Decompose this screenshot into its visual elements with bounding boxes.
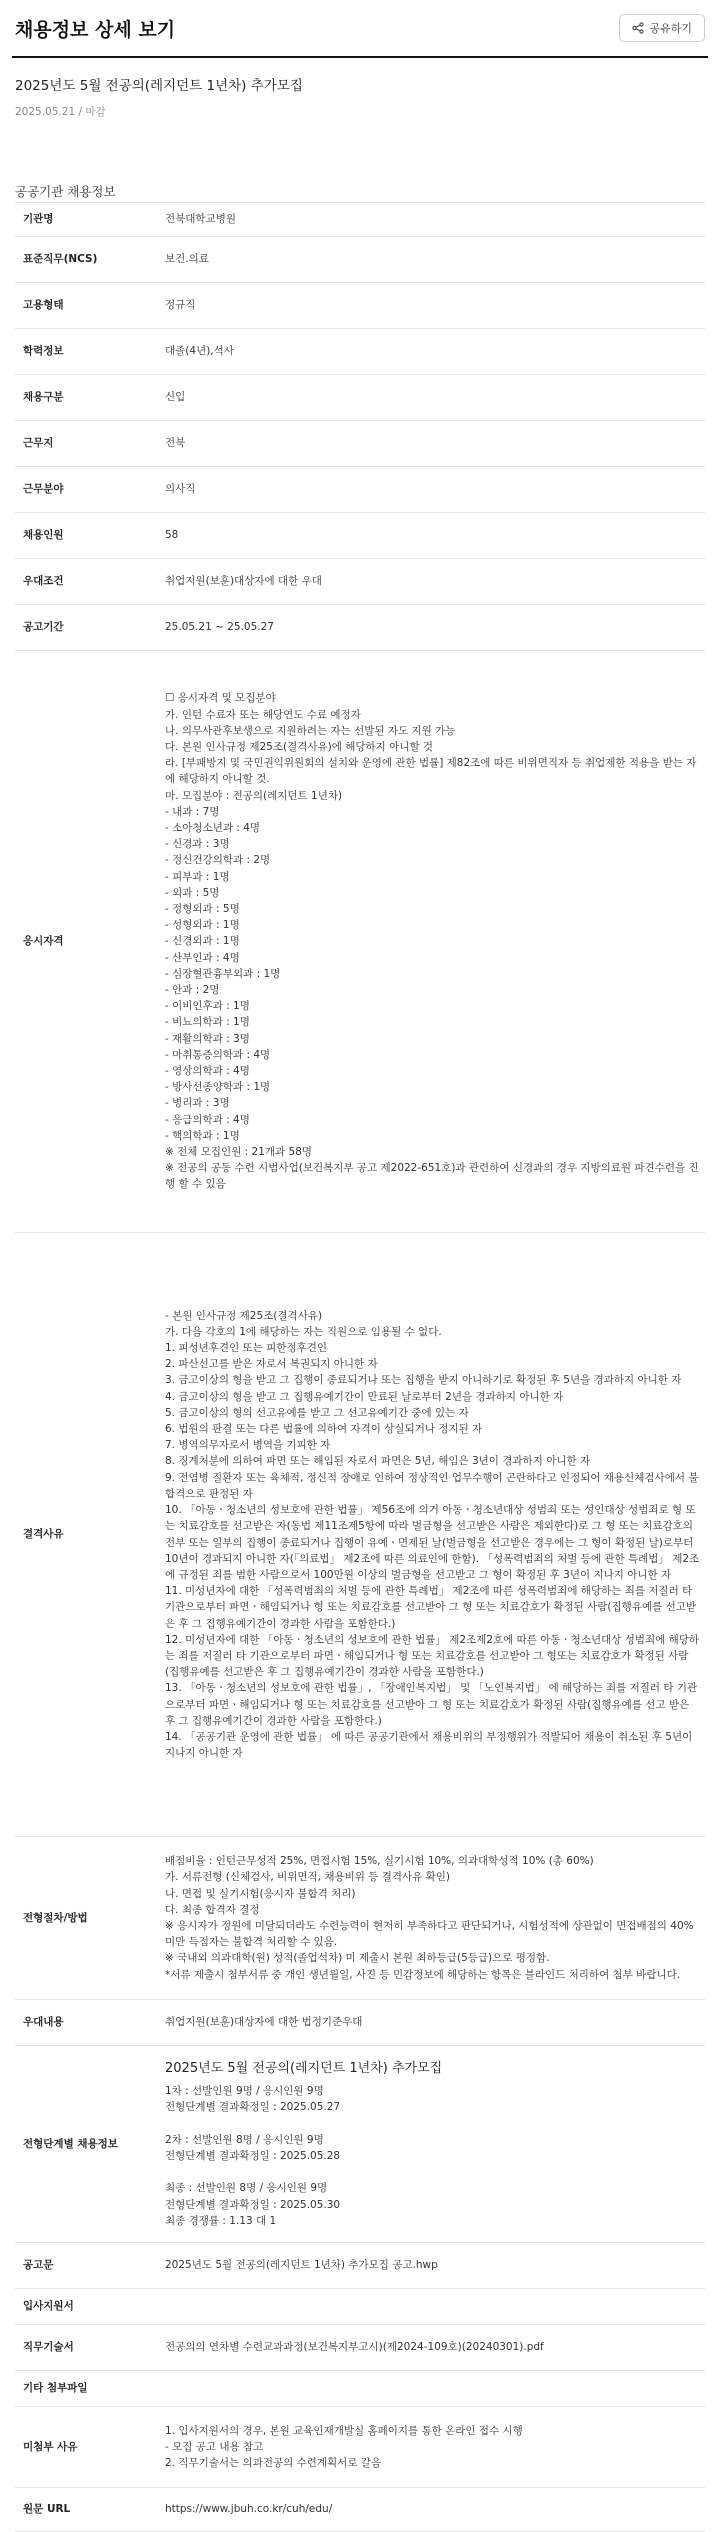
- row-label: 기타 첨부파일: [15, 2371, 157, 2407]
- row-job-desc: [15, 2325, 705, 2371]
- row-label: 학력정보: [15, 329, 157, 375]
- row-stage-count: [15, 2046, 705, 2243]
- job-title: 2025년도 5월 전공의(레지던트 1년차) 추가모집: [15, 78, 303, 94]
- row-label: 우대내용: [15, 2000, 157, 2046]
- row-label: 채용구분: [15, 375, 157, 421]
- row-value: 전북대학교병원: [157, 203, 705, 237]
- page-header: [0, 0, 720, 56]
- row-value: [157, 2289, 705, 2325]
- job-info-table: [15, 202, 705, 2532]
- row-education: [15, 329, 705, 375]
- row-value: 배점비율 : 인턴근무성적 25%, 면접시험 15%, 실기시험 10%, 의과대학성적 10% (총 60%) 가. 서류전형 (신체검사, 비위면직, 채용비위 등 결격사유 확인) 나. 면접 및 실기시험(응시자 불합격 처리) 다. 최종 합격자 결정 ※ 응시자가 정원에 미달되더라도 수련능력이 현저히 부족하다고 판단되거나, 시험성적에 상관없이 면접배점의 40% 미만 득점자는 불합격 처리할 수 있음. ※ 국내외 의과대학(원) 성적(졸업석차) 미 제출시 본원 최하등급(5등급)으로 평정함. *서류 제출시 첨부서류 중 개인 생년월일, 사진 등 민감정보에 해당하는 항목은 블라인드 처리하여 첨부 바랍니다.: [157, 1837, 705, 2000]
- share-label: 공유하기: [649, 22, 692, 35]
- row-location: [15, 421, 705, 467]
- row-value: - 본원 인사규정 제25조(결격사유) 가. 다음 각호의 1에 해당하는 자는 직원으로 임용될 수 없다. 1. 피성년후견인 또는 피한정후견인 2. 파산선고를 받은 자로서 복권되지 아니한 자 3. 금고이상의 형을 받고 그 집행이 종료되거나 또는 집행을 받지 아니하기로 확정된 후 5년을 경과하지 아니한 자 4. 금고이상의 형을 받고 그 집행유예기간이 만료된 날로부터 2년을 경과하지 아니한 자 5. 금고이상의 형의 선고유예를 받고 그 선고유예기간 중에 있는 자 6. 법원의 판결 또는 다른 법률에 의하여 자격이 상실되거나 정지된 자 7. 병역의무자로서 병역을 기피한 자 8. 징계처분에 의하여 파면 또는 해임된 자로서 파면은 5년, 해임은 3년이 경과하지 아니한 자 9. 전염병 질환자 또는 육체적, 정신적 장애로 인하여 정상적인 업무수행이 곤란하다고 인정되어 채용신체검사에서 불합격으로 판정된 자 10. 「아동ㆍ청소년의 성보호에 관한 법률」 제56조에 의거 아동ㆍ청소년대상 성범죄 또는 성인대상 성범죄로 형 또는 치료감호를 선고받은 자(동법 제11조제5항에 따라 벌금형을 선고받은 사람은 제외한다)로 그 형 또는 치료감호의 전부 또는 일부의 집행이 종료되거나 집행이 유예ㆍ면제된 날(벌금형을 선고받은 경우에는 그 형이 확정된 날)로부터 10년이 경과되지 아니한 자(「의료법」 제2조에 따른 의료인에 한함). 「성폭력범죄의 처벌 등에 관한 특례법」 제2조에 규정된 죄를 범한 사람으로서 100만원 이상의 벌금형을 선고받고 그 형이 확정된 후 3년이 지나지 아니한 자 11. 미성년자에 대한 「성폭력범죄의 처벌 등에 관한 특례법」 제2조에 따른 성폭력범죄에 해당하는 죄를 저질러 타 기관으로부터 파면ㆍ해임되거나 형 또는 치료감호를 선고받아 그 형 또는 치료감호가 확정된 사람(집행유예를 선고받은 후 그 집행유예기간이 경과한 사람을 포함한다.) 12. 미성년자에 대한 「아동ㆍ청소년의 성보호에 관한 법률」 제2조제2호에 따른 아동ㆍ청소년대상 성범죄에 해당하는 죄를 저질러 타 기관으로부터 파면ㆍ해임되거나 형 또는 치료감호를 선고받아 그 형또는 치료감호가 확정된 사람(집행유예를 선고받은 후 그 집행유예기간이 경과한 사람을 포함한다.) 13. 「아동ㆍ청소년의 성보호에 관한 법률」, 「장애인복지법」 및 「노인복지법」 에 해당하는 죄를 저질러 타 기관으로부터 파면ㆍ해임되거나 형 또는 치료감호를 선고받아 그 형 또는 치료감호가 확정된 사람(집행유예를 선고 받은 후 그 집행유예기간이 경과한 사람을 포함한다.) 14. 「공공기관 운영에 관한 법률」 에 따른 공공기관에서 채용비위의 부정행위가 적발되어 채용이 취소된 후 5년이 지나지 아니한 자: [157, 1233, 705, 1837]
- row-ncs: [15, 237, 705, 283]
- section-title: 공공기관 채용정보: [15, 184, 116, 199]
- row-value: ☐ 응시자격 및 모집분야 가. 인턴 수료자 또는 해당연도 수료 예정자 나. 의무사관후보생으로 지원하려는 자는 선발된 자도 지원 가능 다. 본원 인사규정 제25조(결격사유)에 해당하지 아니할 것 라. [부패방지 및 국민권익위원회의 설치와 운영에 관한 법률] 제82조에 따른 비위면직자 등 취업제한 적용을 받는 자에 해당하지 아니할 것. 마. 모집분야 : 전공의(레지던트 1년차) - 내과 : 7명 - 소아청소년과 : 4명 - 신경과 : 3명 - 정신건강의학과 : 2명 - 피부과 : 1명 - 외과 : 5명 - 정형외과 : 5명 - 성형외과 : 1명 - 신경외과 : 1명 - 산부인과 : 4명 - 심장혈관흉부외과 : 1명 - 안과 : 2명 - 이비인후과 : 1명 - 비뇨의학과 : 1명 - 재활의학과 : 3명 - 마취통증의학과 : 4명 - 영상의학과 : 4명 - 방사선종양학과 : 1명 - 병리과 : 3명 - 응급의학과 : 4명 - 핵의학과 : 1명 ※ 전체 모집인원 : 21개과 58명 ※ 전공의 공동 수련 시범사업(보건복지부 공고 제2022-651호)과 관련하여 신경과의 경우 지방의료원 파견수련을 진행 할 수 있음: [157, 651, 705, 1233]
- row-value: [157, 2046, 705, 2243]
- row-url: [15, 2488, 705, 2532]
- row-no-submit: [15, 2407, 705, 2488]
- row-label: 원문 URL: [15, 2488, 157, 2532]
- share-icon: [632, 22, 644, 34]
- row-notice: [15, 2243, 705, 2289]
- row-qualification: [15, 651, 705, 1233]
- row-emp-type: [15, 283, 705, 329]
- row-preference: [15, 559, 705, 605]
- row-procedure: [15, 1837, 705, 2000]
- share-button[interactable]: [619, 14, 705, 42]
- row-period: [15, 605, 705, 651]
- row-label: 전형단계별 채용정보: [15, 2046, 157, 2243]
- row-attachment: [15, 2371, 705, 2407]
- stage-title: 2025년도 5월 전공의(레지던트 1년차) 추가모집: [165, 2061, 443, 2077]
- row-label: 입사지원서: [15, 2289, 157, 2325]
- row-headcount: [15, 513, 705, 559]
- row-value: 정규직: [157, 283, 705, 329]
- row-label: 미첨부 사유: [15, 2407, 157, 2488]
- page-title: 채용정보 상세 보기: [15, 18, 176, 41]
- row-label: 공고문: [15, 2243, 157, 2289]
- notice-file-link[interactable]: 2025년도 5월 전공의(레지던트 1년차) 추가모집 공고.hwp: [157, 2243, 705, 2289]
- row-disqualification: [15, 1233, 705, 1837]
- row-application: [15, 2289, 705, 2325]
- row-label: 근무지: [15, 421, 157, 467]
- job-desc-file-link[interactable]: 전공의의 연차별 수련교과과정(보건복지부고시)(제2024-109호)(20240301).pdf: [157, 2325, 705, 2371]
- row-org: [15, 203, 705, 237]
- row-benefit: [15, 2000, 705, 2046]
- stage-detail: 1차 : 선발인원 9명 / 응시인원 9명 전형단계별 결과확정일 : 2025.05.27 2차 : 선발인원 8명 / 응시인원 9명 전형단계별 결과확정일 : 2025.05.28 최종 : 선발인원 8명 / 응시인원 9명 전형단계별 결과확정일 : 2025.05.30 최종 경쟁률 : 1.13 대 1: [165, 2085, 341, 2227]
- job-title-block: [0, 58, 720, 168]
- row-label: 전형절차/방법: [15, 1837, 157, 2000]
- row-label: 결격사유: [15, 1233, 157, 1837]
- row-value: 신입: [157, 375, 705, 421]
- row-label: 우대조건: [15, 559, 157, 605]
- source-url-link[interactable]: https://www.jbuh.co.kr/cuh/edu/: [157, 2488, 705, 2532]
- row-label: 근무분야: [15, 467, 157, 513]
- row-value: 취업지원(보훈)대상자에 대한 우대: [157, 559, 705, 605]
- row-label: 공고기간: [15, 605, 157, 651]
- row-label: 고용형태: [15, 283, 157, 329]
- job-date-status: 2025.05.21 / 마감: [15, 106, 106, 118]
- row-label: 직무기술서: [15, 2325, 157, 2371]
- row-value: [157, 2371, 705, 2407]
- row-label: 채용인원: [15, 513, 157, 559]
- row-label: 응시자격: [15, 651, 157, 1233]
- row-field: [15, 467, 705, 513]
- row-value: 대졸(4년),석사: [157, 329, 705, 375]
- row-value: 취업지원(보훈)대상자에 대한 법정기준우대: [157, 2000, 705, 2046]
- row-value: 1. 입사지원서의 경우, 본원 교육인재개발실 홈페이지를 통한 온라인 접수 시행 - 모집 공고 내용 참고 2. 직무기술서는 의과전공의 수련계획서로 갈음: [157, 2407, 705, 2488]
- row-value: 전북: [157, 421, 705, 467]
- row-value: 보건.의료: [157, 237, 705, 283]
- row-value: 58: [157, 513, 705, 559]
- row-label: 표준직무(NCS): [15, 237, 157, 283]
- row-hire-type: [15, 375, 705, 421]
- row-value: 의사직: [157, 467, 705, 513]
- row-value: 25.05.21 ~ 25.05.27: [157, 605, 705, 651]
- row-label: 기관명: [15, 203, 157, 237]
